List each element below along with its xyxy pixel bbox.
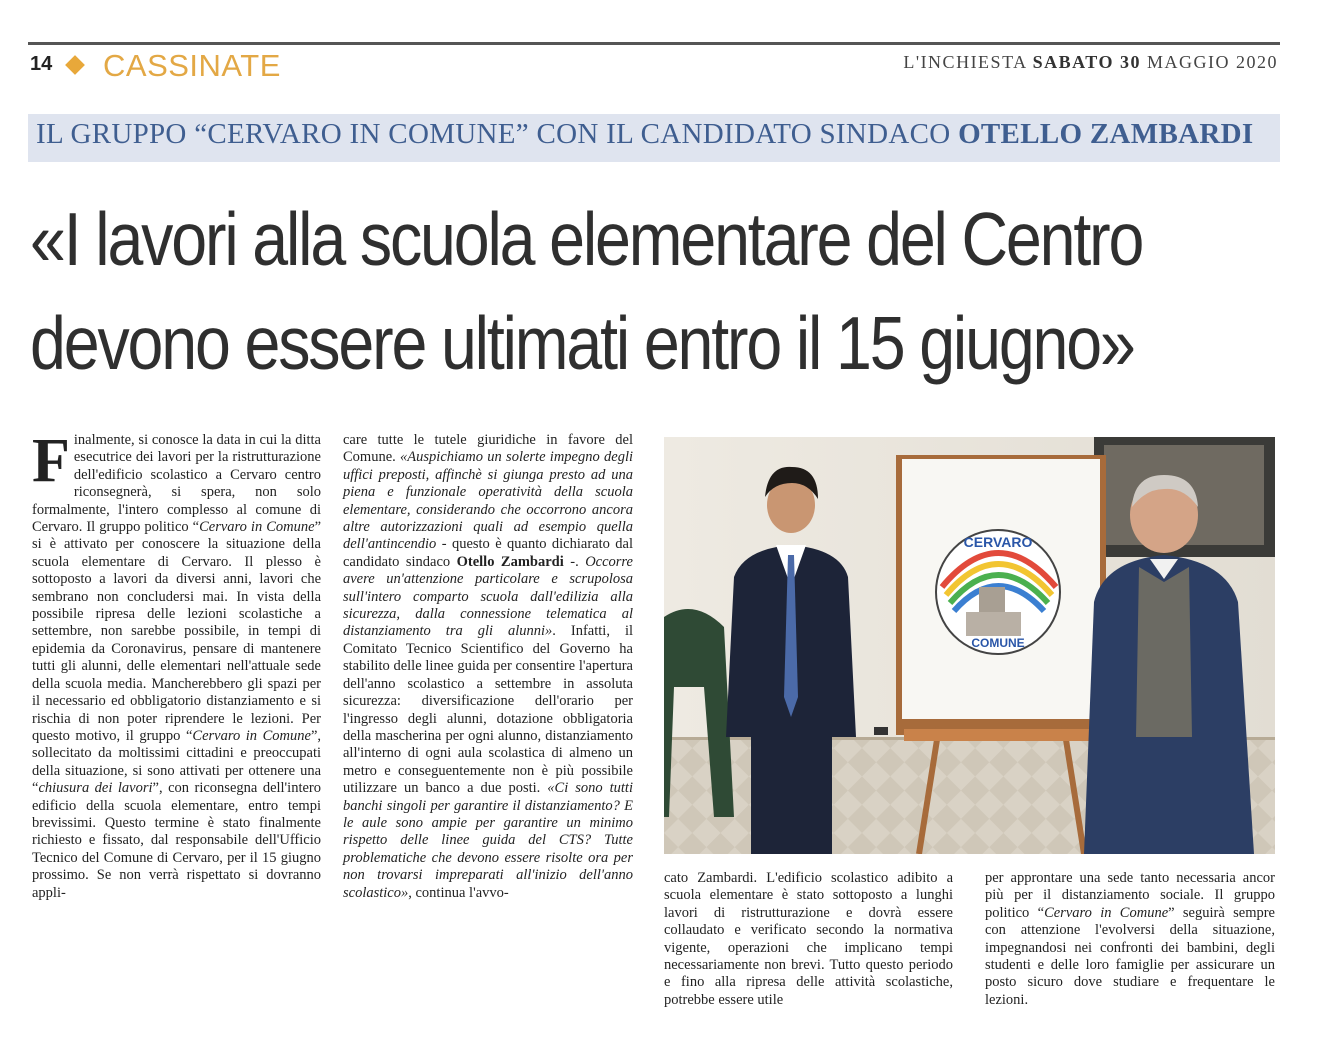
col2-quote-2: Occorre avere un'attenzione particolare e scrupolosa sull'intero comparto scuola dall'edilizia alla sicurezza, dalla connessione telematica al distanziamento tra gli alunni» <box>343 553 633 640</box>
logo-bottom-text: COMUNE <box>971 636 1025 650</box>
headline-line-1: «I lavori alla scuola elementare del Centro <box>30 197 1143 281</box>
col2-text-3: -. <box>563 553 586 570</box>
logo-top-text: CERVARO <box>963 534 1033 550</box>
col2-text-4: . Infatti, il Comitato Tecnico Scientifico del Governo ha stabilito delle linee guida per consentire l'apertura dell'anno scolastico a settembre in assoluta sicurezza: diversificazione dell'orario per l'ingresso degli alunni, dotazione obbligatoria della mascherina per ogni alunno, distanziamento all'interno di ogni aula scolastica di almeno un metro e conseguentemente non è più possibile utilizzare un banco a due posti. <box>343 623 633 797</box>
article-column-1 <box>32 427 321 902</box>
col1-italic-1: Cervaro in Comune <box>199 519 315 536</box>
col2-text-1: care tutte le tutele giuridiche in favore del Comune. <box>343 432 633 466</box>
col2-text-5: , continua l'avvo- <box>408 884 509 901</box>
col2-candidate-name: Otello Zambardi <box>456 553 564 570</box>
col1-text-1: inalmente, si conosce la data in cui la ditta esecutrice dei lavori per la ristrutturazione dell'edificio scolastico a Cervaro centro riconsegnerà, si spera, non solo formalmente, l'intero complesso al comune di Cervaro. Il gruppo politico “ <box>32 432 321 536</box>
col4-italic-1: Cervaro in Comune <box>1044 904 1169 921</box>
col2-quote-1: «Auspichiamo un solerte impegno degli uffici preposti, affinchè si giunga presto ad una piena e funzionale operatività della scuola elementare, considerando che occorrono ancora altre autorizzazioni quali ad esempio quella dell'antincendio <box>343 449 634 553</box>
article-column-4 <box>985 870 1275 1009</box>
headline-line-2: devono essere ultimati entro il 15 giugno» <box>30 301 1134 385</box>
diamond-icon <box>65 55 85 75</box>
headline <box>30 187 1143 395</box>
col2-quote-3: «Ci sono tutti banchi singoli per garantire il distanziamento? E le aule sono ampie per garantire un minimo rispetto delle linee guida del CTS? Tutte problematiche che devono essere risolte ora per non trovarsi impreparati all'inizio dell'anno scolastico» <box>343 780 633 901</box>
col1-text-3: ”, sollecitato da moltissimi cittadini e preoccupati della situazione, si sono attivati per ottenere una “ <box>32 727 321 797</box>
top-rule <box>28 42 1280 45</box>
masthead <box>903 52 1278 73</box>
col1-text-2: ” si è attivato per conoscere la situazione della scuola elementare di Cervaro. Il plesso è sottoposto a lavori da diversi anni, lavori che sembrano non concludersi mai. In vista della possibile ripresa delle lezioni scolastiche a settembre, non sarebbe possibile, in tempi di epidemia da Coronavirus, pensare di mantenere tutti gli alunni, delle elementari nell'attuale sede della scuola media. Mancherebbero gli spazi per il necessario ed obbligatorio distanziamento e si rischia di non poter riprendere le lezioni. Per questo motivo, il gruppo “ <box>32 519 321 744</box>
article-column-2 <box>343 432 633 902</box>
masthead-date: MAGGIO 2020 <box>1141 52 1278 72</box>
col4-text-2: ” seguirà sempre con attenzione l'evolversi della situazione, impegnandosi nei confronti dei bambini, degli studenti e delle loro famiglie per assicurare un posto sicuro dove studiare e frequentare le lezioni. <box>985 904 1275 1008</box>
col4-text-1: per approntare una sede tanto necessaria ancor più per il distanziamento sociale. Il gruppo politico “ <box>985 870 1275 921</box>
kicker-text: IL GRUPPO “CERVARO IN COMUNE” CON IL CANDIDATO SINDACO <box>36 118 959 150</box>
article-photo <box>664 437 1275 854</box>
masthead-name: L'INCHIESTA <box>903 52 1033 72</box>
cervaro-in-comune-logo <box>936 530 1060 654</box>
drop-cap: F <box>32 427 70 495</box>
article-column-3 <box>664 870 953 1009</box>
col1-italic-3: chiusura dei lavori <box>38 780 153 797</box>
page-number: 14 <box>30 53 53 75</box>
col3-text-1: cato Zambardi. L'edificio scolastico adibito a scuola elementare è stato sottoposto a lunghi lavori di ristrutturazione e dovrà essere collaudato e verificato secondo la normativa vigente, operazioni che implicano tempi necessariamente non brevi. Tutto questo periodo e fino alla ripresa delle attività scolastiche, potrebbe essere utile <box>664 870 953 1008</box>
section-title: CASSINATE <box>103 48 281 83</box>
col1-text-4: ”, con riconsegna dell'intero edificio della scuola elementare, entro tempi brevissimi. Questo termine è stato finalmente richiesto e fissato, dal responsabile dell'Ufficio Tecnico del Comune di Cervaro, per il 15 giugno prossimo. Se non verrà rispettato si dovranno appli- <box>32 780 321 901</box>
masthead-day: SABATO 30 <box>1032 52 1141 72</box>
col1-italic-2: Cervaro in Comune <box>192 727 311 744</box>
kicker <box>36 118 1253 151</box>
col2-text-2: - questo è quanto dichiarato dal candidato sindaco <box>343 536 633 570</box>
photo-illustration <box>664 437 1275 854</box>
kicker-name: OTELLO ZAMBARDI <box>958 118 1254 150</box>
